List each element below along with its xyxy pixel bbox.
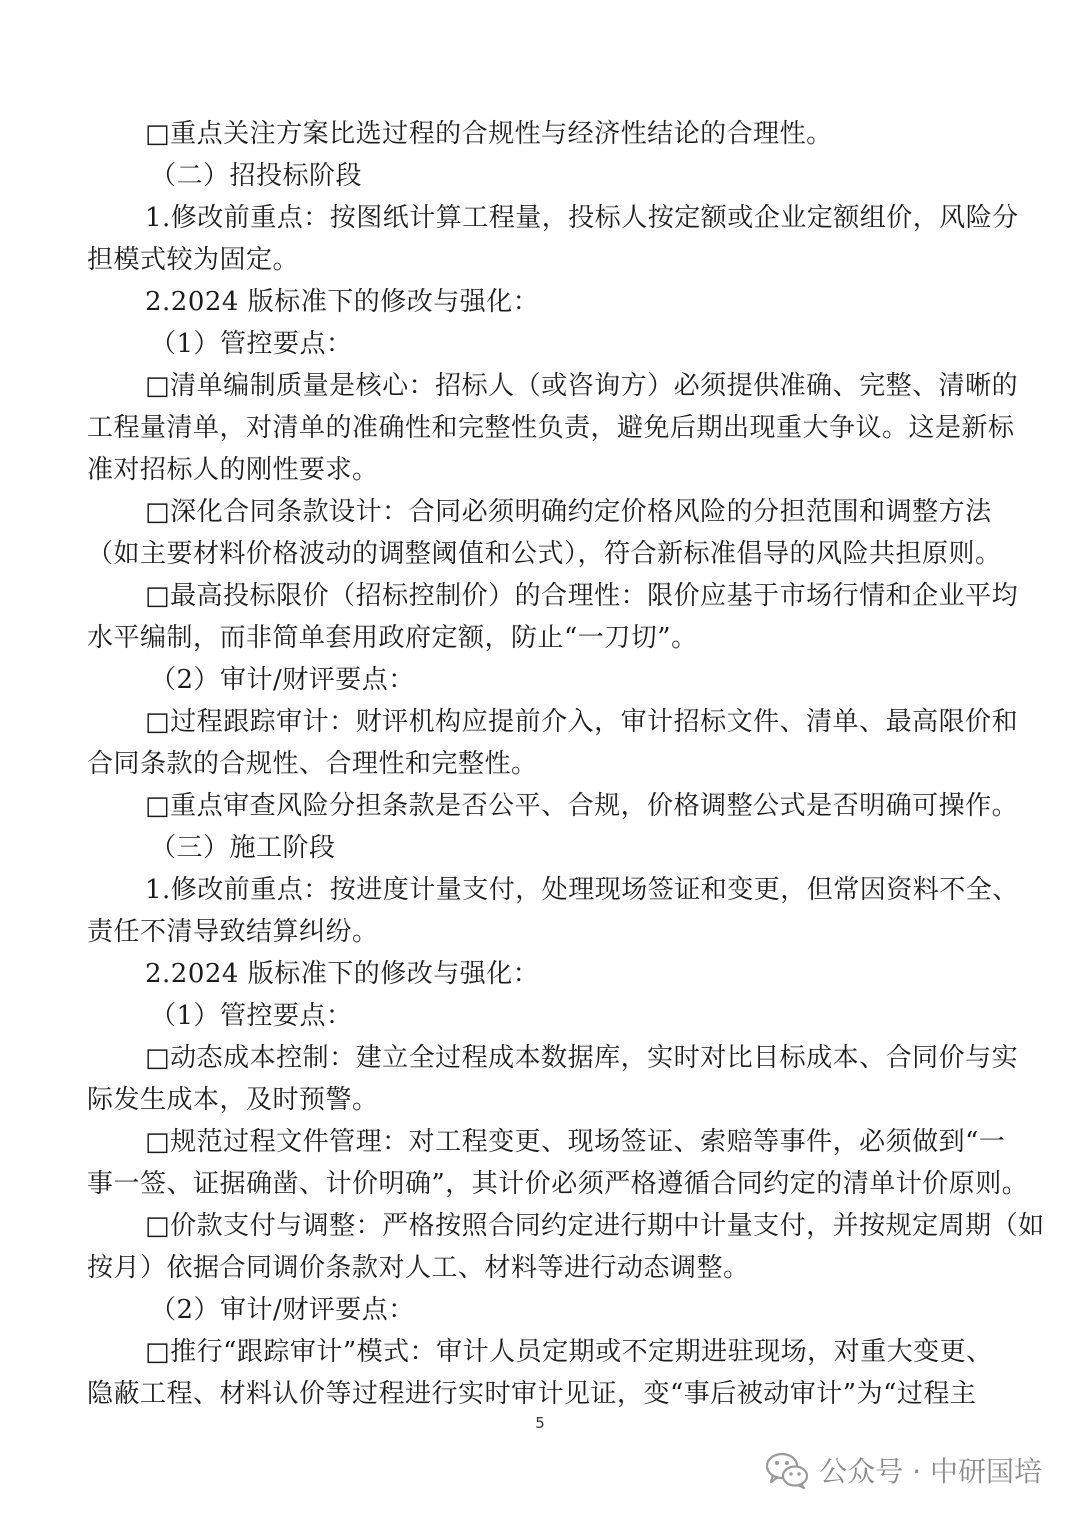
text-line: 担模式较为固定。 — [87, 245, 300, 275]
section-heading: （二）招投标阶段 — [150, 161, 363, 191]
text-line: □价款支付与调整：严格按照合同约定进行期中计量支付，并按规定周期（如 — [145, 1211, 1045, 1241]
text-line: □动态成本控制：建立全过程成本数据库，实时对比目标成本、合同价与实 — [145, 1043, 1019, 1073]
text-line: □推行“跟踪审计”模式：审计人员定期或不定期进驻现场，对重大变更、 — [145, 1337, 993, 1367]
page-number: 5 — [535, 1414, 545, 1432]
text-line: □清单编制质量是核心：招标人（或咨询方）必须提供准确、完整、清晰的 — [145, 371, 1019, 401]
text-line: 1.修改前重点：按进度计量支付，处理现场签证和变更，但常因资料不全、 — [145, 875, 1019, 905]
text-line: 准对招标人的刚性要求。 — [87, 455, 379, 485]
subheading: （2）审计/财评要点： — [150, 665, 415, 695]
text-line: 水平编制，而非简单套用政府定额，防止“一刀切”。 — [87, 623, 698, 653]
text-line: 2.2024 版标准下的修改与强化： — [145, 287, 540, 317]
text-line: □深化合同条款设计：合同必须明确约定价格风险的分担范围和调整方法 — [145, 497, 992, 527]
text-line: 按月）依据合同调价条款对人工、材料等进行动态调整。 — [87, 1253, 750, 1283]
text-line: 1.修改前重点：按图纸计算工程量，投标人按定额或企业定额组价，风险分 — [145, 203, 1019, 233]
subheading: （2）审计/财评要点： — [150, 1295, 415, 1325]
wechat-icon — [765, 1450, 809, 1490]
text-line: □规范过程文件管理：对工程变更、现场签证、索赔等事件，必须做到“一 — [145, 1127, 1006, 1157]
watermark-text: 公众号 · 中研国培 — [819, 1455, 1042, 1488]
text-line: 际发生成本，及时预警。 — [87, 1085, 379, 1115]
text-line: □重点关注方案比选过程的合规性与经济性结论的合理性。 — [145, 119, 833, 149]
subheading: （1）管控要点： — [150, 1001, 353, 1031]
text-line: 责任不清导致结算纠纷。 — [87, 917, 379, 947]
text-line: （如主要材料价格波动的调整阈值和公式），符合新标准倡导的风险共担原则。 — [87, 539, 1002, 569]
watermark — [765, 1450, 1042, 1490]
text-line: 隐蔽工程、材料认价等过程进行实时审计见证，变“事后被动审计”为“过程主 — [87, 1379, 977, 1409]
text-line: □重点审查风险分担条款是否公平、合规，价格调整公式是否明确可操作。 — [145, 791, 1019, 821]
text-line: □最高投标限价（招标控制价）的合理性：限价应基于市场行情和企业平均 — [145, 581, 1019, 611]
subheading: （1）管控要点： — [150, 329, 353, 359]
text-line: 工程量清单，对清单的准确性和完整性负责，避免后期出现重大争议。这是新标 — [87, 413, 1015, 443]
text-line: 事一签、证据确凿、计价明确”，其计价必须严格遵循合同约定的清单计价原则。 — [87, 1169, 1029, 1199]
text-line: 合同条款的合规性、合理性和完整性。 — [87, 749, 538, 779]
section-heading: （三）施工阶段 — [150, 833, 336, 863]
text-line: □过程跟踪审计：财评机构应提前介入，审计招标文件、清单、最高限价和 — [145, 707, 1019, 737]
text-line: 2.2024 版标准下的修改与强化： — [145, 959, 540, 989]
